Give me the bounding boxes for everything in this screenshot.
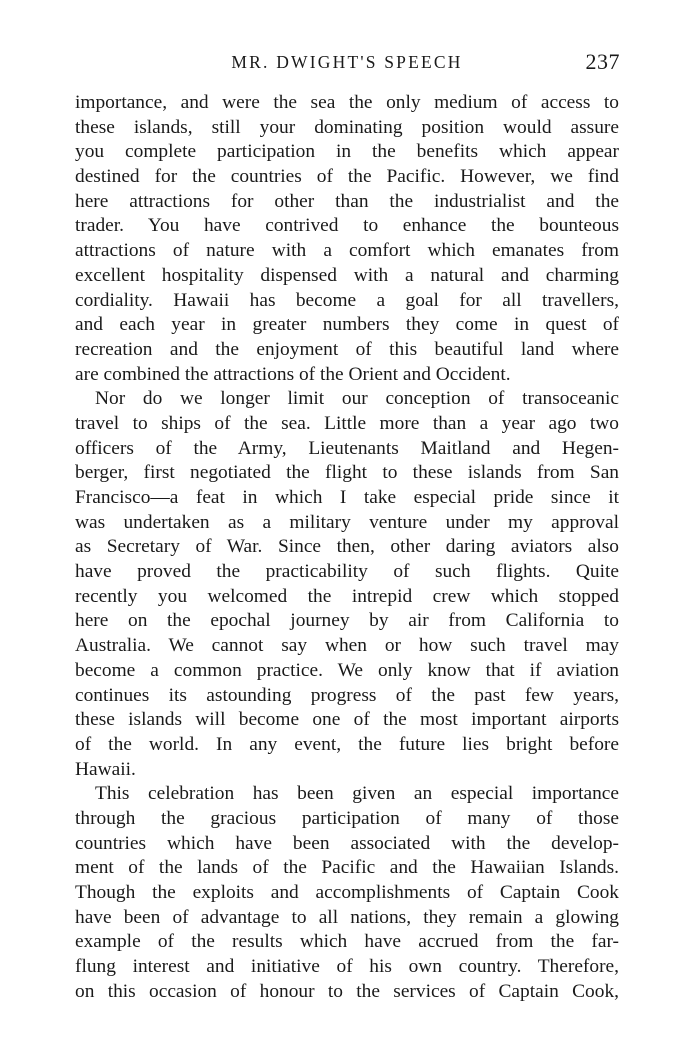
text-line: officers of the Army, Lieutenants Maitland and Hegen- bbox=[75, 437, 619, 459]
paragraph-start-line: Nor do we longer limit our conception of transoceanic bbox=[95, 388, 619, 410]
running-head bbox=[74, 50, 620, 80]
text-line: cordiality. Hawaii has become a goal for all travellers, bbox=[75, 289, 619, 311]
text-line: here attractions for other than the industrialist and the bbox=[75, 190, 619, 212]
text-line: recreation and the enjoyment of this beautiful land where bbox=[75, 338, 619, 360]
text-line: continues its astounding progress of the past few years, bbox=[75, 684, 619, 706]
text-line: destined for the countries of the Pacific. However, we find bbox=[75, 166, 619, 188]
text-line: ment of the lands of the Pacific and the Hawaiian Islands. bbox=[75, 857, 619, 879]
paragraph-end-line: Hawaii. bbox=[75, 758, 136, 780]
text-line: berger, first negotiated the flight to these islands from San bbox=[75, 462, 619, 484]
text-line: flung interest and initiative of his own country. Therefore, bbox=[75, 956, 619, 978]
text-line: here on the epochal journey by air from California to bbox=[75, 610, 619, 632]
text-line: travel to ships of the sea. Little more than a year ago two bbox=[75, 412, 619, 434]
text-line: and each year in greater numbers they come in quest of bbox=[75, 314, 619, 336]
text-line: have been of advantage to all nations, they remain a glowing bbox=[75, 906, 619, 928]
running-title: MR. DWIGHT'S SPEECH bbox=[231, 52, 463, 72]
text-line: become a common practice. We only know that if aviation bbox=[75, 659, 619, 681]
text-line: you complete participation in the benefits which appear bbox=[75, 141, 619, 163]
body-text bbox=[75, 91, 619, 1004]
text-line: as Secretary of War. Since then, other daring aviators also bbox=[75, 536, 619, 558]
paragraph-end-line: are combined the attractions of the Orient and Occident. bbox=[75, 363, 511, 385]
paragraph-start-line: This celebration has been given an especial importance bbox=[95, 783, 619, 805]
text-line: was undertaken as a military venture under my approval bbox=[75, 511, 619, 533]
text-line: trader. You have contrived to enhance the bounteous bbox=[75, 215, 619, 237]
text-line: Though the exploits and accomplishments of Captain Cook bbox=[75, 882, 619, 903]
text-line: example of the results which have accrued from the far- bbox=[75, 931, 619, 953]
text-line: recently you welcomed the intrepid crew which stopped bbox=[75, 585, 619, 607]
text-line: these islands, still your dominating position would assure bbox=[75, 116, 619, 138]
text-line: on this occasion of honour to the services of Captain Cook, bbox=[75, 980, 619, 1002]
page-number: 237 bbox=[585, 49, 620, 74]
text-line: importance, and were the sea the only medium of access to bbox=[75, 92, 619, 113]
text-line: have proved the practicability of such flights. Quite bbox=[75, 561, 619, 583]
text-line: Francisco—a feat in which I take especial pride since it bbox=[75, 487, 619, 508]
text-line: of the world. In any event, the future lies bright before bbox=[75, 733, 619, 755]
text-line: these islands will become one of the most important airports bbox=[75, 709, 619, 731]
text-line: attractions of nature with a comfort which emanates from bbox=[75, 240, 619, 262]
text-line: countries which have been associated with the develop- bbox=[75, 832, 619, 854]
text-line: excellent hospitality dispensed with a natural and charming bbox=[75, 264, 619, 286]
text-line: through the gracious participation of many of those bbox=[75, 807, 619, 829]
text-line: Australia. We cannot say when or how such travel may bbox=[75, 635, 619, 657]
